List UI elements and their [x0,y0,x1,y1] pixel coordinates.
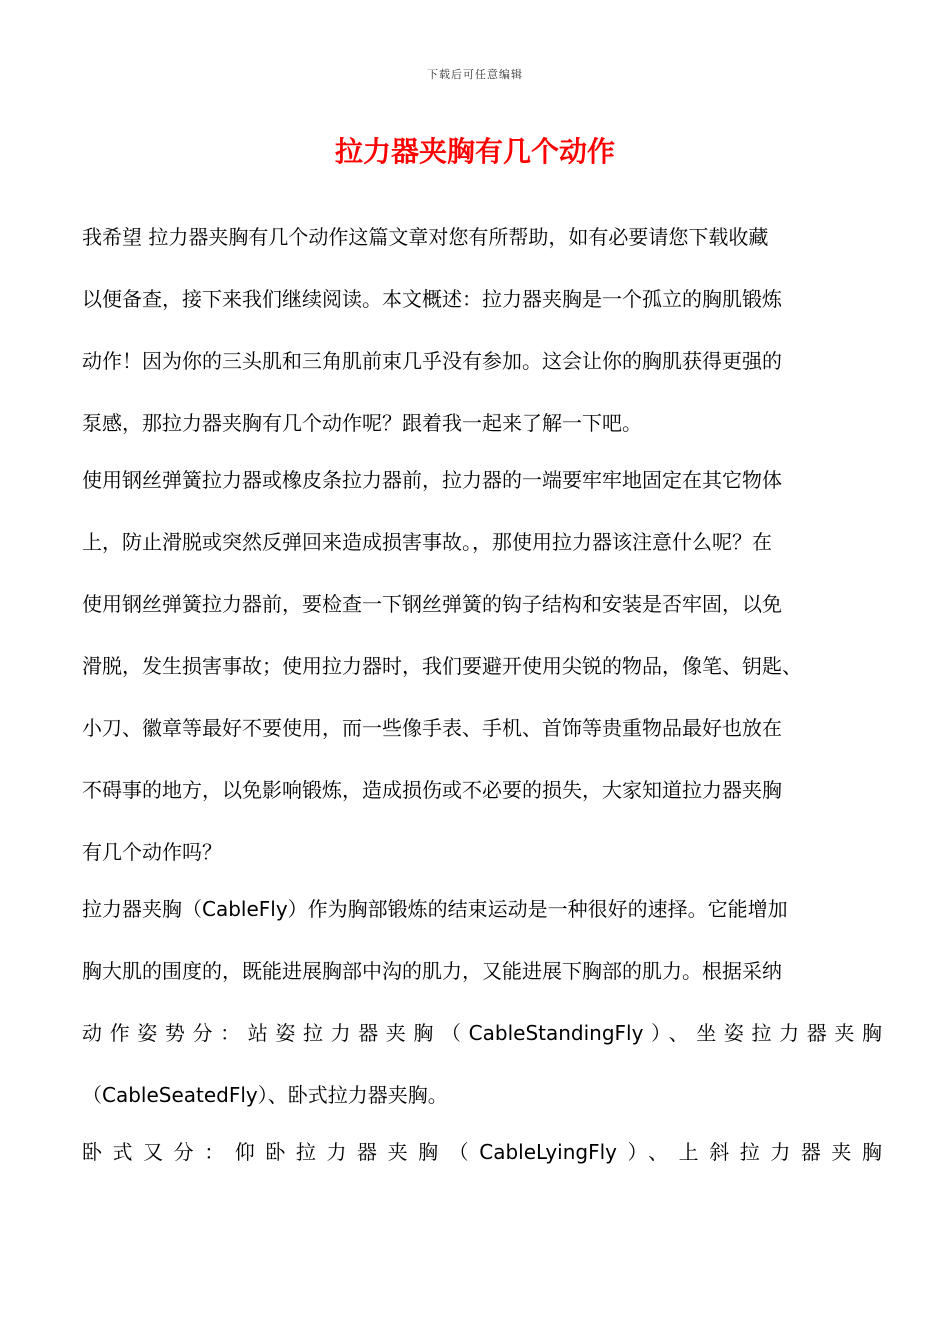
body-line: 动作姿势分：站姿拉力器夹胸（CableStandingFly）、坐姿拉力器夹胸 [82,1021,882,1045]
body-line: 我希望 拉力器夹胸有几个动作这篇文章对您有所帮助，如有必要请您下载收藏 [82,225,769,249]
document-body [82,212,882,1189]
body-line: 动作！因为你的三头肌和三角肌前束几乎没有参加。这会让你的胸肌获得更强的 [82,349,782,373]
body-line: 以便备查，接下来我们继续阅读。本文概述：拉力器夹胸是一个孤立的胸肌锻炼 [82,287,782,311]
body-line: 上，防止滑脱或突然反弹回来造成损害事故。，那使用拉力器该注意什么呢？在 [82,530,772,554]
body-line: 使用钢丝弹簧拉力器前，要检查一下钢丝弹簧的钩子结构和安装是否牢固，以免 [82,592,782,616]
body-line: 小刀、徽章等最好不要使用，而一些像手表、手机、首饰等贵重物品最好也放在 [82,716,782,740]
body-line: 卧式又分：仰卧拉力器夹胸（CableLyingFly）、上斜拉力器夹胸 [82,1140,882,1164]
body-line: 泵感，那拉力器夹胸有几个动作呢？跟着我一起来了解一下吧。 [82,411,642,435]
body-line: 使用钢丝弹簧拉力器或橡皮条拉力器前，拉力器的一端要牢牢地固定在其它物体 [82,468,782,492]
body-line: （CableSeatedFly）、卧式拉力器夹胸。 [82,1083,448,1107]
body-line: 不碍事的地方，以免影响锻炼，造成损伤或不必要的损失，大家知道拉力器夹胸 [82,778,782,802]
body-line: 滑脱，发生损害事故；使用拉力器时，我们要避开使用尖锐的物品，像笔、钥匙、 [82,654,802,678]
body-line: 拉力器夹胸（CableFly）作为胸部锻炼的结束运动是一种很好的速择。它能增加 [82,897,788,921]
body-line: 有几个动作吗？ [82,840,222,864]
document-title: 拉力器夹胸有几个动作 [334,135,615,168]
header-note: 下载后可任意编辑 [427,68,523,81]
body-line: 胸大肌的围度的，既能进展胸部中沟的肌力，又能进展下胸部的肌力。根据采纳 [82,959,782,983]
